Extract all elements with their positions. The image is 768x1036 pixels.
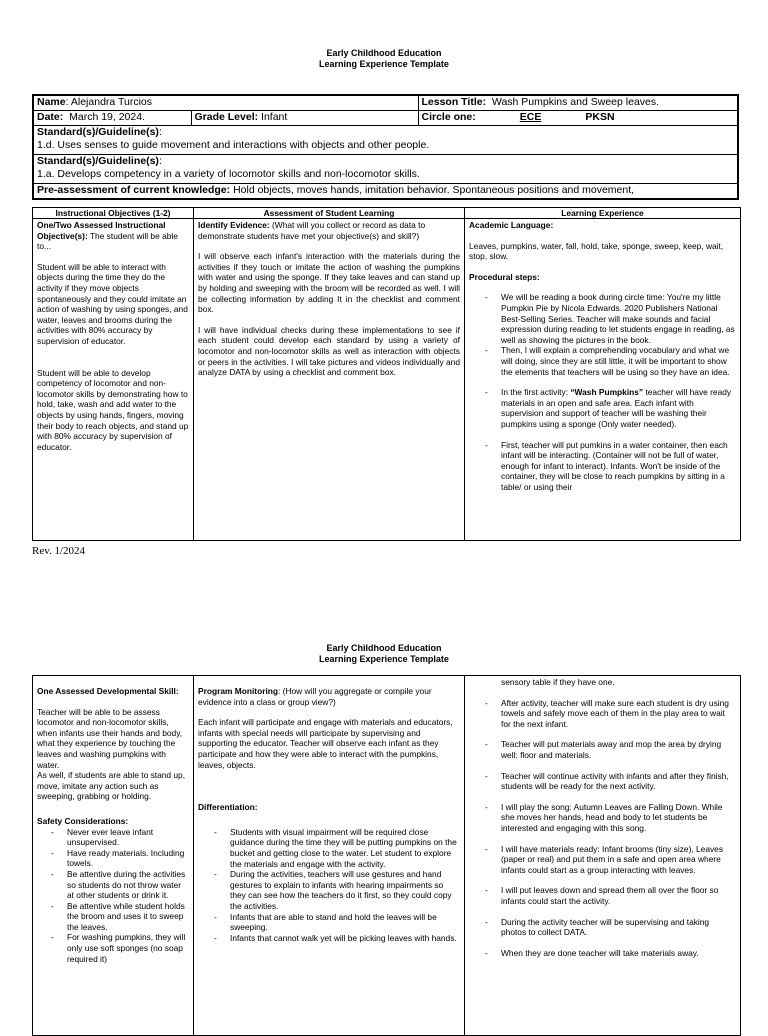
assessment-heading: Identify Evidence: — [198, 220, 270, 230]
grade-level-label: Grade Level: — [194, 111, 259, 123]
standard-2-cell: Standard(s)/Guideline(s): 1.a. Develops competency in a variety of locomotor skills and non-locomotor skills. — [33, 155, 738, 184]
differentiation-heading: Differentiation: — [198, 802, 258, 813]
experience-cell — [465, 219, 741, 541]
academic-language-value: Leaves, pumpkins, water, fall, hold, take, sponge, sweep, keep, wait, stop, slow. — [469, 240, 724, 262]
list-item: - Teacher will continue activity with infants and after they finish, students will be ready for the next activity. — [469, 771, 736, 792]
lesson-title-value: Wash Pumpkins and Sweep leaves. — [491, 96, 660, 108]
program-monitoring-heading: Program Monitoring — [198, 686, 279, 696]
academic-language-heading: Academic Language: — [469, 220, 554, 230]
wash-pumpkins-label: “Wash Pumpkins” — [570, 387, 644, 398]
list-item: - I will have materials ready: Infant brooms (tiny size), Leaves (paper or real) and put them in a safe and open area where infants could start as a group interacting with leaves. — [469, 844, 736, 876]
standard-1-value: 1.d. Uses senses to guide movement and interactions with objects and other people. — [37, 139, 430, 151]
revision-label: Rev. 1/2024 — [32, 545, 86, 557]
circle-one-cell — [418, 111, 738, 126]
list-item: - When they are done teacher will take materials away. — [469, 948, 736, 959]
list-item: - Be attentive during the activities so students do not throw water at other students or drink it. — [37, 869, 189, 901]
page1-title-line1: Early Childhood Education — [326, 48, 442, 58]
name-label: Name — [37, 96, 66, 108]
developmental-skill-paragraph-2: As well, if students are able to stand up, move, imitate any action such as sweeping, grabbing or holding. — [37, 770, 186, 802]
list-item: - Then, I will explain a comprehending vocabulary and what we will doing, since they are still little, it will be important to show the elements that teachers will be using so they have an idea. — [469, 345, 736, 377]
page2-title-line1: Early Childhood Education — [326, 643, 442, 653]
lesson-header-table — [32, 94, 739, 200]
page1-title-line2: Learning Experience Template — [319, 59, 449, 69]
list-item: - During the activity teacher will be supervising and taking photos to collect DATA. — [469, 917, 736, 938]
procedural-steps-list — [469, 292, 736, 492]
pre-assessment-label: Pre-assessment of current knowledge: — [37, 184, 231, 196]
learning-table-page1 — [32, 207, 741, 541]
assessment-paragraph-2: I will have individual checks during these implementations to see if each student could develop each standard by using a variety of locomotor and non-locomotor skills as well as interaction with objects or peers in the activities. I will take pictures and videos individually and analyze DATA by using a checklist and comment box. — [198, 324, 460, 378]
experience-continued-text: sensory table if they have one. — [501, 677, 615, 687]
assessment-lead: (What will you collect or record as data to demonstrate students have met your objective(s) and skill?) — [198, 220, 426, 241]
pre-assessment-cell — [33, 184, 738, 200]
developmental-skill-heading: One Assessed Developmental Skill: — [37, 686, 179, 696]
list-item: - Teacher will put materials away and mop the area by drying well: floor and materials. — [469, 739, 736, 760]
pre-assessment-value: Hold objects, moves hands, imitation behavior. Spontaneous positions and movement, — [233, 184, 635, 196]
list-item: - I will put leaves down and spread them all over the floor so infants could start the activity. — [469, 885, 736, 906]
objectives-lead: The student will be able to... — [37, 230, 178, 252]
grade-level-cell — [191, 111, 418, 126]
circle-option-pksn[interactable]: PKSN — [585, 111, 615, 123]
safety-list — [37, 827, 189, 965]
lesson-title-cell — [418, 95, 738, 111]
experience-continued-cell — [465, 676, 741, 1036]
grade-level-value: Infant — [261, 111, 288, 123]
assessment-paragraph-1: I will observe each infant's interaction with the materials during the activities if they touch or imitate the action of washing the pumpkins with water and using the sponge. If they take leaves and can stand up by holding and sweeping with the broom will be recorded as well. I will be collecting information by adding It in the checklist and comment box. — [198, 251, 460, 315]
assessment-cell — [194, 219, 465, 541]
circle-one-label: Circle one: — [421, 111, 476, 123]
objectives-cell — [33, 219, 194, 541]
lesson-title-label: Lesson Title: — [421, 96, 487, 108]
name-cell: Name: Alejandra Turcios — [33, 95, 418, 111]
program-monitoring-paragraph: Each infant will participate and engage with materials and educators, infants with special needs will participate by supervising and supporting the educator. Teacher will observe each infant as they participate and how they were able to interact with the pumpkins, leaves, objects. — [198, 717, 453, 770]
date-cell — [33, 111, 191, 126]
standard-2-value: 1.a. Develops competency in a variety of locomotor skills and non-locomotor skills. — [37, 168, 420, 180]
list-item: - In the first activity: “Wash Pumpkins” teacher will have ready materials in an open and safe area. Each infant with supervision and support of teacher will be washing their pumpkins using a sponge (Only water needed). — [469, 387, 736, 429]
list-item: - During the activities, teachers will use gestures and hand gestures to explain to infants with hearing impairments so they can see how the teachers do it first, so they could copy the activities. — [198, 869, 460, 911]
column-header-objectives: Instructional Objectives (1-2) — [33, 208, 194, 219]
program-monitoring-lead: : (How will you aggregate or compile your evidence into a class or group view?) — [198, 686, 432, 707]
differentiation-list — [198, 827, 460, 944]
list-item: - Be attentive while student holds the broom and uses it to sweep the leaves. — [37, 901, 189, 933]
column-header-assessment: Assessment of Student Learning — [194, 208, 465, 219]
date-value: March 19, 2024. — [69, 111, 145, 123]
objective-1: Student will be able to interact with objects during the time they do the activity if they move objects spontaneously and they could imitate an action of washing by using sponges, and water, leaves and brooms during the activities with 80% accuracy by supervision of educator. — [37, 261, 188, 346]
learning-table-page2 — [32, 675, 741, 1036]
standard-1-label: Standard(s)/Guideline(s) — [37, 126, 159, 138]
column-header-experience: Learning Experience — [465, 208, 741, 219]
page2-title-line2: Learning Experience Template — [319, 654, 449, 664]
list-item: - Have ready materials. Including towels. — [37, 848, 189, 869]
list-item: - Infants that are able to stand and hold the leaves will be sweeping. — [198, 912, 460, 933]
list-item: - After activity, teacher will make sure each student is dry using towels and safely move each of them in the play area to wait for the next infant. — [469, 698, 736, 730]
list-item: - For washing pumpkins, they will only use soft sponges (no soap required it) — [37, 932, 189, 964]
procedural-steps-heading: Procedural steps: — [469, 271, 540, 282]
standard-2-label: Standard(s)/Guideline(s) — [37, 155, 159, 167]
name-value: Alejandra Turcios — [70, 96, 152, 108]
developmental-skill-cell — [33, 676, 194, 1036]
objectives-heading: One/Two Assessed Instructional Objective(s): — [37, 220, 166, 241]
list-item: - We will be reading a book during circle time: You're my little Pumpkin Pie by Nicola Edwards. 2020 Publishers National Best-Selling Series. Teacher will make sounds and facial expression during reading to let students engage in reading, as well as showing the pictures in the book. — [469, 292, 736, 345]
list-item: - Infants that cannot walk yet will be picking leaves with hands. — [198, 933, 460, 944]
safety-heading: Safety Considerations: — [37, 815, 129, 826]
circle-option-ece[interactable]: ECE — [519, 111, 542, 123]
experience-continued-list — [469, 698, 736, 959]
list-item: - I will play the song: Autumn Leaves are Falling Down. While she moves her hands, head and body to let students be interested and engaging with this song. — [469, 802, 736, 834]
date-label: Date: — [37, 111, 64, 123]
monitoring-cell — [194, 676, 465, 1036]
developmental-skill-paragraph-1: Teacher will be able to be assess locomotor and non-locomotor skills, when infants use their hands and body, what they experience by touching the leaves and washing pumpkins with water. — [37, 706, 183, 770]
standard-1-cell: Standard(s)/Guideline(s): 1.d. Uses senses to guide movement and interactions with objects and other people. — [33, 126, 738, 155]
objective-2: Student will be able to develop competency of locomotor and non-locomotor skills by demonstrating how to hold, take, wash and add water to the objects by using hands, fingers, moving their body to reach objects, and stand up with 80% accuracy by supervision of educator. — [37, 367, 189, 452]
list-item: - Students with visual impairment will be required close guidance during the time they will be putting pumpkins on the bucket and getting close to the water. Let student to explore the materials and engage with the activity. — [198, 827, 460, 869]
list-item: - First, teacher will put pumkins in a water container, then each infant will be interacting. (Container will not be full of water, enough for infant to interact). Infants. Won't be inside of the container, they will be close to reach pumpkins by sitting in a table/ or using their — [469, 440, 736, 493]
list-item: - Never ever leave infant unsupervised. — [37, 827, 189, 848]
